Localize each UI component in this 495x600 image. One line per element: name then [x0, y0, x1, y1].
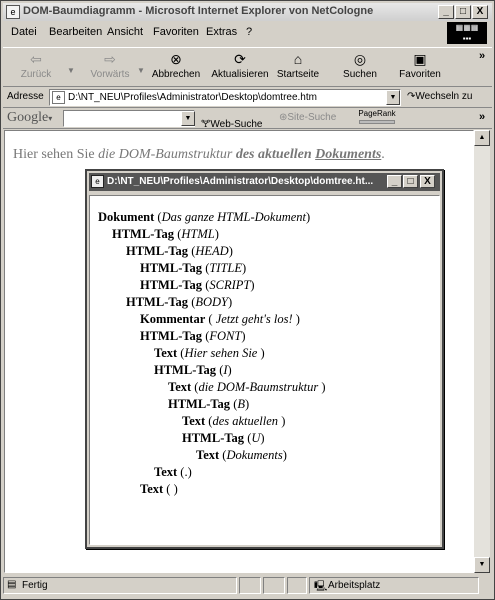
tree-node: Text (Dokuments)	[196, 448, 287, 462]
search-button[interactable]	[337, 50, 383, 80]
google-search-dropdown-button[interactable]: ▼	[181, 111, 195, 126]
tree-node: HTML-Tag (BODY)	[126, 295, 233, 309]
back-dropdown-icon[interactable]: ▼	[67, 66, 75, 75]
status-bar	[3, 575, 492, 597]
maximize-button[interactable]: □	[455, 5, 471, 19]
headline-bold: des aktuellen	[232, 147, 316, 162]
tree-node: Text ( )	[140, 482, 178, 496]
menu-bearbeiten[interactable]: Bearbeiten	[49, 26, 103, 38]
tree-node: HTML-Tag (SCRIPT)	[140, 278, 255, 292]
back-button[interactable]	[11, 50, 61, 80]
go-button[interactable]	[407, 91, 472, 102]
forward-dropdown-icon[interactable]: ▼	[137, 66, 145, 75]
google-toolbar	[3, 109, 492, 129]
menu-datei[interactable]: Datei	[11, 26, 37, 38]
favorites-button[interactable]	[395, 50, 445, 80]
status-zone: Arbeitsplatz	[328, 580, 381, 591]
forward-arrow-icon: ⇨	[104, 51, 116, 67]
tree-node: HTML-Tag (U)	[182, 431, 265, 445]
status-text-panel	[3, 577, 237, 594]
headline-italic: die DOM-Baumstruktur	[98, 147, 233, 162]
address-input[interactable]	[49, 89, 401, 106]
toolbar-overflow-button[interactable]: »	[479, 50, 486, 62]
ie-page-icon: e	[6, 5, 20, 19]
vertical-scrollbar[interactable]	[474, 130, 490, 573]
site-search-label: Site-Suche	[287, 112, 337, 123]
address-label: Adresse	[7, 91, 44, 102]
address-value: D:\NT_NEU\Profiles\Administrator\Desktop\domtree.htm	[68, 92, 317, 103]
status-panel-extra	[287, 577, 307, 594]
favorites-folder-icon: ▣	[413, 51, 427, 67]
search-icon: ◎	[353, 51, 367, 67]
address-bar	[3, 88, 492, 108]
tree-node: Text (Hier sehen Sie )	[154, 346, 265, 360]
menu-ansicht[interactable]: Ansicht	[107, 26, 144, 38]
tree-node: HTML-Tag (I)	[154, 363, 232, 377]
window-title: DOM-Baumdiagramm - Microsoft Internet Explorer von NetCologne	[23, 5, 374, 17]
popup-maximize-button[interactable]: □	[403, 175, 418, 188]
tree-node: HTML-Tag (HEAD)	[126, 244, 233, 258]
google-logo[interactable]: Google▾	[7, 110, 53, 125]
page-icon: e	[52, 91, 65, 104]
home-label: Startseite	[276, 69, 320, 80]
domtree-popup-window	[85, 169, 444, 549]
tree-node: Dokument (Das ganze HTML-Dokument)	[98, 210, 311, 224]
menu-extras[interactable]: Extras	[206, 26, 238, 38]
status-panel-progress	[239, 577, 261, 594]
menu-bar	[3, 22, 492, 44]
home-button[interactable]	[273, 50, 323, 80]
minimize-button[interactable]: _	[438, 5, 454, 19]
tree-node: HTML-Tag (TITLE)	[140, 261, 247, 275]
tree-node: Text (die DOM-Baumstruktur )	[168, 380, 326, 394]
headline-prefix: Hier sehen Sie	[13, 147, 99, 162]
address-dropdown-button[interactable]: ▼	[386, 90, 400, 105]
popup-minimize-button[interactable]: _	[387, 175, 402, 188]
menu-help[interactable]: ?	[246, 26, 253, 38]
popup-title: D:\NT_NEU\Profiles\Administrator\Desktop\domtree.ht...	[107, 176, 374, 187]
status-zone-panel	[309, 577, 479, 594]
refresh-button[interactable]	[207, 50, 273, 80]
popup-content	[89, 195, 440, 545]
computer-icon: 🖳	[314, 581, 328, 592]
search-label: Suchen	[343, 69, 377, 80]
google-search-input[interactable]	[63, 110, 195, 127]
pagerank-bar	[359, 120, 395, 124]
forward-button[interactable]	[81, 50, 139, 80]
refresh-icon: ⟳	[234, 51, 246, 67]
tree-node: HTML-Tag (HTML)	[112, 227, 219, 241]
netcologne-logo-icon: ▦▦▦ ▪▪▪	[447, 22, 487, 44]
standard-toolbar	[3, 47, 492, 87]
refresh-label: Aktualisieren	[211, 69, 269, 80]
scroll-down-button[interactable]: ▼	[474, 557, 490, 573]
tree-node: Text (.)	[154, 465, 192, 479]
popup-title-bar[interactable]	[89, 173, 440, 191]
binoculars-icon: 🝖	[201, 119, 211, 130]
headline-suffix: .	[381, 147, 385, 162]
go-label: Wechseln zu	[415, 91, 473, 102]
status-panel-secure	[263, 577, 285, 594]
pagerank-label: PageRank	[358, 109, 396, 118]
headline-underlined: Dokuments	[315, 147, 382, 162]
forward-label: Vorwärts	[90, 69, 130, 80]
favorites-label: Favoriten	[399, 69, 441, 80]
home-icon: ⌂	[293, 51, 303, 67]
scroll-up-button[interactable]: ▲	[474, 130, 490, 146]
site-search-icon: ⊛	[279, 112, 288, 123]
back-arrow-icon: ⇦	[30, 51, 42, 67]
stop-label: Abbrechen	[151, 69, 201, 80]
tree-node: Kommentar ( Jetzt geht's los! )	[140, 312, 300, 326]
status-page-icon: ▤	[7, 579, 17, 590]
popup-close-button[interactable]: X	[420, 175, 435, 188]
page-headline	[13, 147, 385, 163]
web-search-label: Web-Suche	[210, 119, 263, 130]
tree-node: HTML-Tag (B)	[168, 397, 250, 411]
title-bar[interactable]	[3, 3, 492, 21]
status-text: Fertig	[22, 580, 48, 591]
go-arrow-icon: ↷	[407, 91, 416, 102]
stop-icon: ⊗	[170, 51, 182, 67]
tree-node: HTML-Tag (FONT)	[140, 329, 246, 343]
menu-favoriten[interactable]: Favoriten	[153, 26, 199, 38]
popup-page-icon: e	[91, 175, 104, 188]
tree-node: Text (des aktuellen )	[182, 414, 286, 428]
close-button[interactable]: X	[472, 5, 488, 19]
stop-button[interactable]	[149, 50, 203, 80]
back-label: Zurück	[20, 69, 52, 80]
google-overflow-button[interactable]: »	[479, 111, 486, 123]
pagerank-indicator[interactable]	[357, 110, 397, 126]
site-search-button[interactable]	[279, 112, 336, 123]
